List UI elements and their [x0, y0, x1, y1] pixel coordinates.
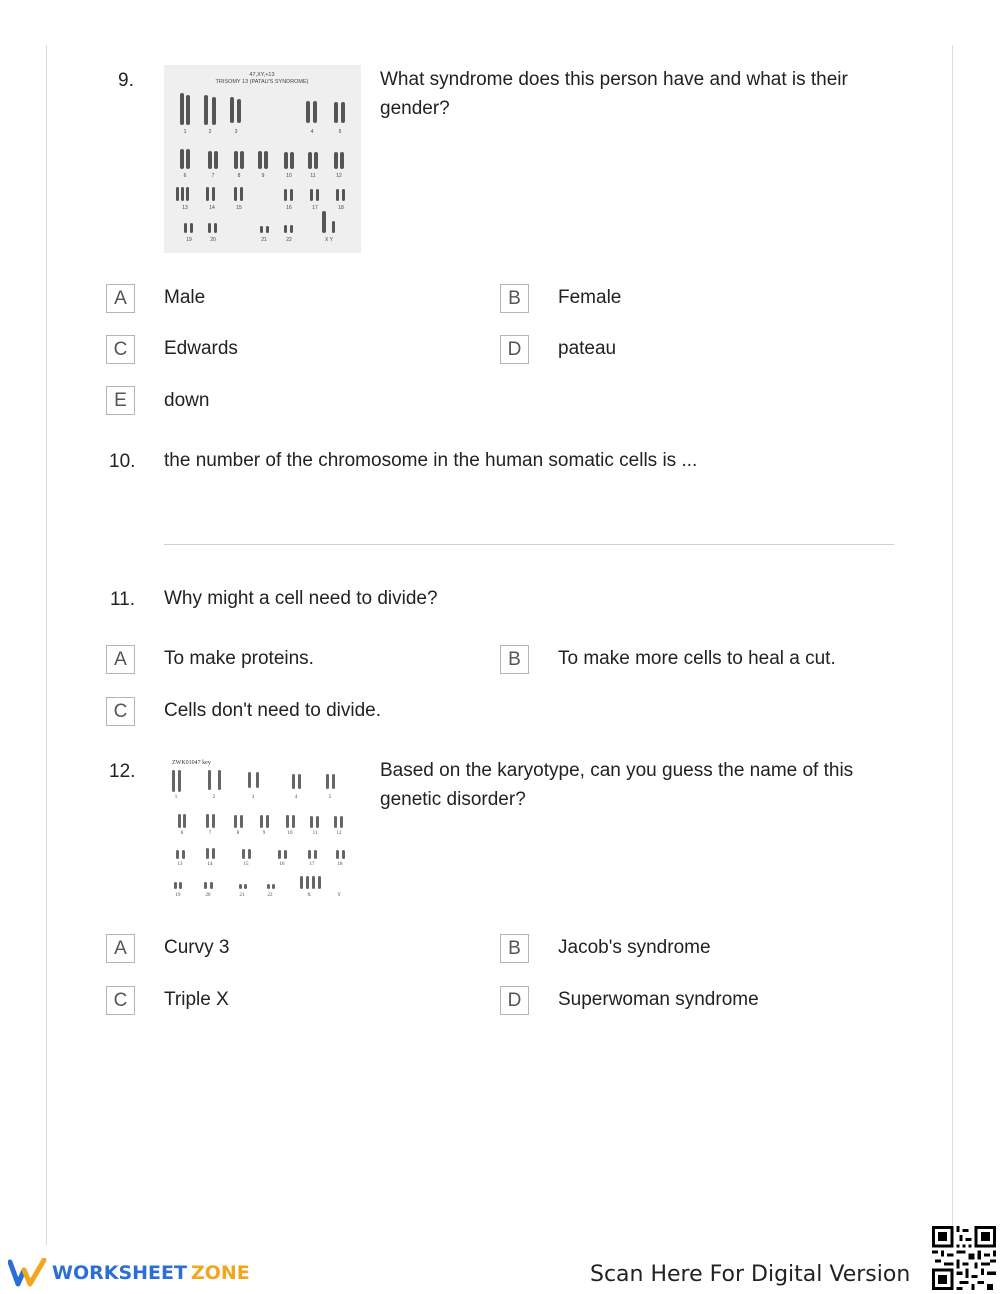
- svg-text:22: 22: [267, 893, 273, 898]
- svg-text:11: 11: [312, 831, 318, 836]
- svg-text:4: 4: [294, 795, 298, 800]
- svg-text:7: 7: [211, 173, 215, 179]
- svg-text:13: 13: [177, 862, 183, 867]
- qr-code-icon[interactable]: [932, 1226, 996, 1290]
- question-11-number: 11.: [110, 589, 136, 610]
- svg-text:14: 14: [209, 205, 215, 211]
- option-d-text[interactable]: Superwoman syndrome: [558, 989, 759, 1010]
- svg-text:17: 17: [312, 205, 318, 211]
- question-10-text: the number of the chromosome in the human somatic cells is ...: [164, 450, 698, 471]
- svg-text:18: 18: [337, 862, 343, 867]
- karyotype-key-title: ZWK01047 key: [172, 760, 211, 766]
- svg-text:X Y: X Y: [325, 237, 333, 243]
- svg-text:8: 8: [237, 173, 241, 179]
- svg-text:8: 8: [236, 831, 240, 836]
- option-b-letter[interactable]: B: [500, 645, 529, 674]
- chromosome-row-3: [176, 187, 345, 201]
- svg-text:9: 9: [261, 173, 265, 179]
- svg-text:16: 16: [286, 205, 292, 211]
- svg-text:17: 17: [309, 862, 315, 867]
- question-12-number: 12.: [109, 761, 136, 782]
- svg-text:20: 20: [210, 237, 216, 243]
- option-b-text[interactable]: Female: [558, 287, 622, 308]
- svg-text:4: 4: [310, 129, 314, 135]
- option-b-text[interactable]: To make more cells to heal a cut.: [558, 648, 836, 669]
- karyotype-title-line1: 47,XY,+13: [249, 72, 275, 78]
- question-12-text: Based on the karyotype, can you guess the name of this genetic disorder?: [380, 760, 854, 810]
- option-a-text[interactable]: To make proteins.: [164, 648, 314, 669]
- chromosome-row-4: [174, 876, 321, 889]
- option-b-text[interactable]: Jacob's syndrome: [558, 937, 711, 958]
- svg-text:2: 2: [208, 129, 212, 135]
- page-border-right: [952, 45, 953, 1245]
- option-c-text[interactable]: Cells don't need to divide.: [164, 700, 381, 721]
- option-c-text[interactable]: Triple X: [164, 989, 229, 1010]
- svg-text:15: 15: [236, 205, 242, 211]
- svg-text:X: X: [307, 893, 311, 898]
- logo-w-icon: [8, 1258, 48, 1288]
- option-d-letter[interactable]: D: [500, 335, 529, 364]
- svg-text:18: 18: [338, 205, 344, 211]
- option-d-text[interactable]: pateau: [558, 338, 617, 359]
- svg-text:19: 19: [186, 237, 192, 243]
- chromosome-row-3: [176, 848, 345, 859]
- chromosome-row-2: [180, 149, 344, 169]
- question-9-number: 9.: [118, 70, 134, 91]
- option-c-letter[interactable]: C: [106, 986, 135, 1015]
- scan-caption: Scan Here For Digital Version: [590, 1262, 911, 1287]
- svg-text:14: 14: [207, 862, 213, 867]
- svg-text:9: 9: [262, 831, 266, 836]
- option-c-letter[interactable]: C: [106, 697, 135, 726]
- option-a-text[interactable]: Curvy 3: [164, 937, 230, 958]
- question-10-number: 10.: [109, 451, 136, 472]
- option-d-letter[interactable]: D: [500, 986, 529, 1015]
- option-a-text[interactable]: Male: [164, 287, 206, 308]
- svg-text:10: 10: [287, 831, 293, 836]
- option-a-letter[interactable]: A: [106, 645, 135, 674]
- question-11-text: Why might a cell need to divide?: [164, 588, 438, 609]
- svg-text:21: 21: [261, 237, 267, 243]
- karyotype-title-line2: TRISOMY 13 (PATAU'S SYNDROME): [215, 79, 309, 85]
- svg-text:1: 1: [174, 795, 178, 800]
- svg-text:12: 12: [336, 831, 342, 836]
- svg-text:10: 10: [286, 173, 292, 179]
- karyotype-image-question-12: [164, 756, 354, 902]
- svg-text:3: 3: [234, 129, 238, 135]
- worksheet-zone-logo: [8, 1256, 250, 1290]
- option-c-letter[interactable]: C: [106, 335, 135, 364]
- option-a-letter[interactable]: A: [106, 934, 135, 963]
- chromosome-row-4: [184, 211, 335, 233]
- svg-text:12: 12: [336, 173, 342, 179]
- option-b-letter[interactable]: B: [500, 284, 529, 313]
- option-a-letter[interactable]: A: [106, 284, 135, 313]
- option-c-text[interactable]: Edwards: [164, 338, 238, 359]
- svg-text:11: 11: [310, 173, 316, 179]
- page-border-left: [46, 45, 47, 1245]
- svg-text:19: 19: [175, 893, 181, 898]
- option-e-text[interactable]: down: [164, 390, 210, 411]
- option-b-letter[interactable]: B: [500, 934, 529, 963]
- karyotype-image-trisomy-13: [164, 65, 361, 253]
- svg-text:16: 16: [279, 862, 285, 867]
- question-9-text: What syndrome does this person have and what is their gender?: [380, 69, 848, 119]
- chromosome-row-1: [180, 93, 345, 125]
- svg-text:21: 21: [239, 893, 245, 898]
- svg-text:15: 15: [243, 862, 249, 867]
- answer-line[interactable]: [164, 544, 894, 545]
- svg-text:22: 22: [286, 237, 292, 243]
- option-e-letter[interactable]: E: [106, 386, 135, 415]
- svg-text:20: 20: [205, 893, 211, 898]
- svg-text:7: 7: [208, 831, 212, 836]
- svg-text:1: 1: [183, 129, 187, 135]
- logo-text-zone: ZONE: [190, 1262, 250, 1284]
- svg-text:6: 6: [183, 173, 187, 179]
- chromosome-row-2: [178, 814, 343, 828]
- svg-text:Y: Y: [337, 893, 341, 898]
- svg-text:3: 3: [251, 795, 255, 800]
- svg-text:6: 6: [180, 831, 184, 836]
- svg-text:13: 13: [182, 205, 188, 211]
- chromosome-row-1: [172, 770, 335, 792]
- svg-text:5: 5: [328, 795, 332, 800]
- logo-text-worksheet: WORKSHEET: [52, 1262, 187, 1284]
- svg-text:5: 5: [338, 129, 342, 135]
- svg-text:2: 2: [212, 795, 216, 800]
